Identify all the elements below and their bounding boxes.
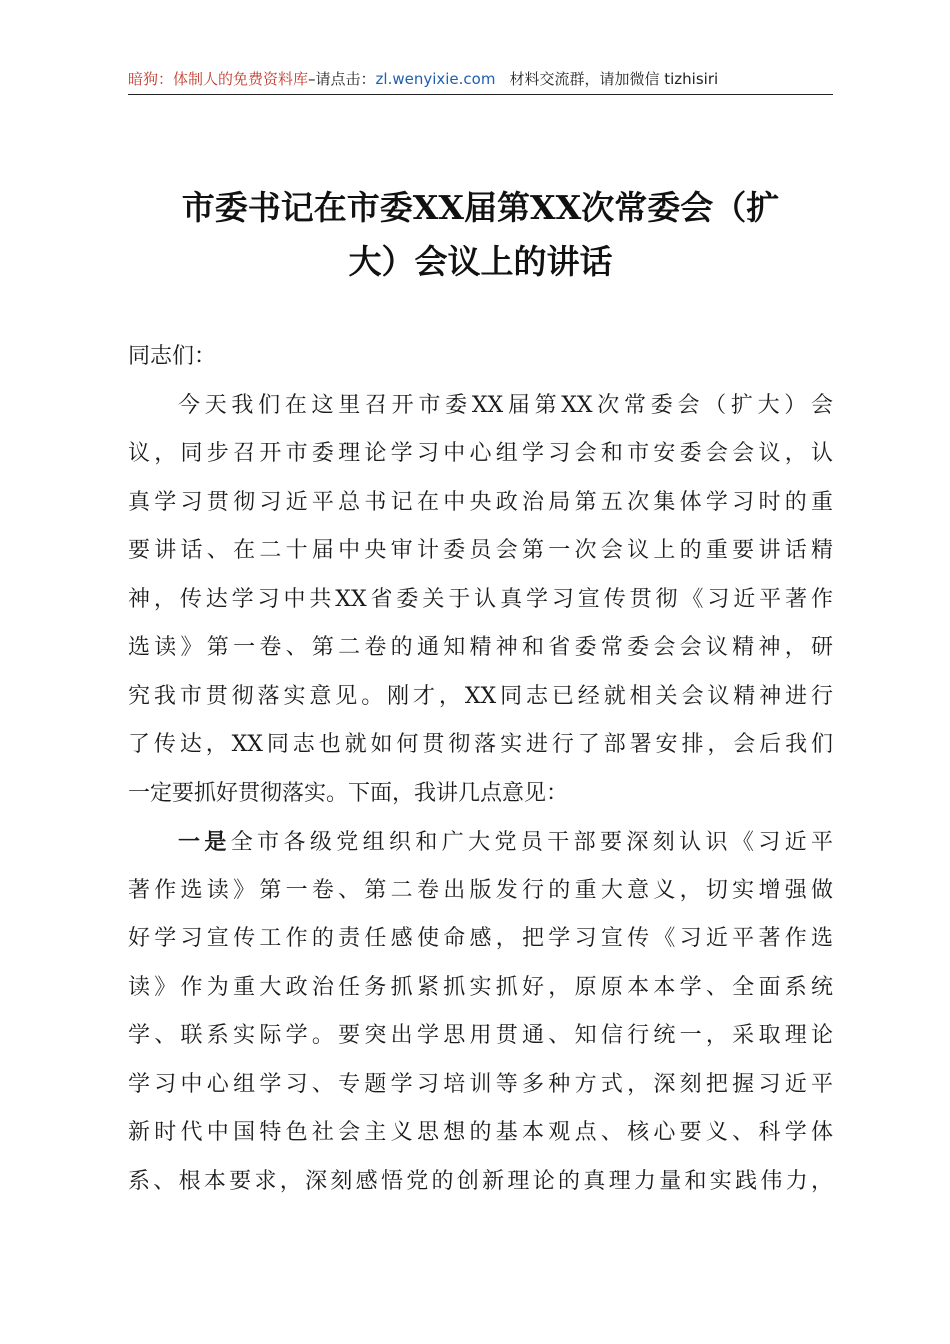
document-body (128, 333, 833, 1206)
paragraph-2-first-text: 全市各级党组织和广大党员干部要深刻认识《习近平 (230, 830, 833, 855)
paragraph-2-line: 著作选读》第一卷、第二卷出版发行的重大意义，切实增强做 (128, 877, 833, 903)
paragraph-1-line: 要讲话、在二十届中央审计委员会第一次会议上的重要讲话精 (128, 538, 833, 563)
document-title (128, 181, 833, 289)
header-brand: 暗狗：体制人的免费资料库 (128, 70, 309, 88)
paragraph-1-line: 神，传达学习中共XX省委关于认真学习宣传贯彻《习近平著作 (128, 586, 833, 612)
paragraph-1-line: 一定要抓好贯彻落实。下面，我讲几点意见： (128, 780, 569, 806)
page-header (128, 66, 833, 95)
header-url-link[interactable]: zl.wenyixie.com (375, 70, 496, 88)
paragraph-2-first-line (128, 818, 833, 867)
paragraph-2-line: 好学习宣传工作的责任感使命感，把学习宣传《习近平著作选 (128, 926, 833, 951)
point-one-lead: 一是 (178, 829, 231, 855)
header-click-prefix: –请点击： (308, 70, 376, 88)
paragraph-1-line: 今天我们在这里召开市委XX届第XX次常委会（扩大）会 (178, 392, 833, 418)
paragraph-1-line: 真学习贯彻习近平总书记在中央政治局第五次集体学习时的重 (128, 489, 833, 515)
paragraph-2-line: 新时代中国特色社会主义思想的基本观点、核心要义、科学体 (128, 1120, 833, 1145)
paragraph-2-line: 读》作为重大政治任务抓紧抓实抓好，原原本本学、全面系统 (128, 974, 833, 1000)
title-line-1: 市委书记在市委XX届第XX次常委会（扩 (181, 188, 780, 227)
paragraph-2-line: 系、根本要求，深刻感悟党的创新理论的真理力量和实践伟力， (128, 1168, 833, 1194)
paragraph-2-line: 学习中心组学习、专题学习培训等多种方式，深刻把握习近平 (128, 1071, 833, 1097)
paragraph-1-line: 究我市贯彻落实意见。刚才，XX同志已经就相关会议精神进行 (128, 683, 833, 709)
title-line-2: 大）会议上的讲话 (348, 242, 613, 281)
salutation: 同志们： (128, 344, 217, 369)
header-group-note: 材料交流群，请加微信 tizhisiri (509, 70, 719, 88)
paragraph-1-line: 了传达，XX同志也就如何贯彻落实进行了部署安排，会后我们 (128, 732, 833, 757)
paragraph-1-line: 选读》第一卷、第二卷的通知精神和省委常委会会议精神，研 (128, 635, 833, 660)
paragraph-1-line: 议，同步召开市委理论学习中心组学习会和市安委会会议，认 (128, 441, 833, 466)
paragraph-2-line: 学、联系实际学。要突出学思用贯通、知信行统一，采取理论 (128, 1023, 833, 1048)
